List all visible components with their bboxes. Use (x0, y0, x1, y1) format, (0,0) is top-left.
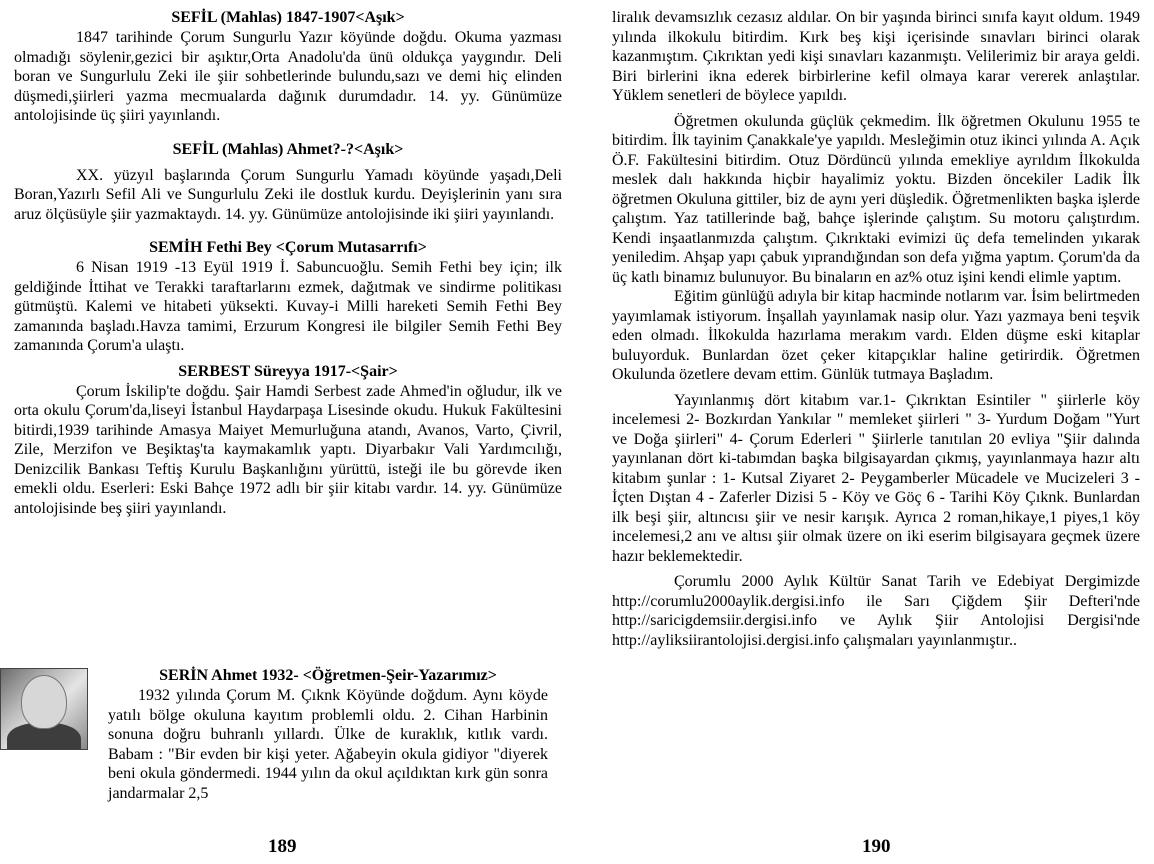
entry-title: SEFİL (Mahlas) 1847-1907<Aşık> (171, 9, 405, 26)
entry-sefil-ahmet (14, 140, 562, 225)
entry-title: SEFİL (Mahlas) Ahmet?-?<Aşık> (172, 140, 404, 158)
entry-title: SERBEST Süreyya 1917-<Şair> (178, 362, 398, 380)
portrait-photo (0, 668, 88, 750)
page-number-left: 189 (268, 836, 297, 857)
paragraph-continuation: liralık devamsızlık cezasız aldılar. On bir yaşında birinci sınıfa kayıt oldum. 1949 yılında ilkokulu bitirdim. Kırk beş kişi içerisinde sınavları birinci olarak kazanmıştım. Çıkrıktan yedi kişi sınavları kazanmıştı. Velilerimiz bir araya geldi. Biri birlerini ikna ederek birbirlerine kefil olmaya karar vererek anlaştılar. Yüklem senetleri de böylece yapıldı. (612, 9, 1140, 104)
entry-text: 1847 tarihinde Çorum Sungurlu Yazır köyünde doğdu. Okuma yazması olmadığı söylenir,gezici bir aşıktır,Orta Anadolu'da ünü oldukça yaygındır. Deli boran ve Sungurlulu Zeki ile şiir sohbetlerinde bulundu,sazı ve demi hiç elinden düşmedi,şiirleri yazma mecmualarda dağınık durumdadır. 14. yy. Günümüze antolojisinde üç şiiri yayınlandı. (14, 29, 562, 124)
entry-text: 6 Nisan 1919 -13 Eyül 1919 İ. Sabuncuoğlu. Semih Fethi bey için; ilk geldiğinde İttihat ve Terakki taraftarlarını ezmek, dağıtmak ve sindirme politikası gütmüştü. Kalemi ve hitabeti yüksekti. Kuvay-i Milli hareketi Semih Fethi Bey zamanında başladı.Havza tamimi, Erzurum Kongresi ile bilgiler Semih Fethi Bey zamanında Çorum'a ulaştı. (14, 259, 562, 354)
entry-serbest-sureyya (14, 362, 562, 519)
paragraph: Çorumlu 2000 Aylık Kültür Sanat Tarih ve Edebiyat Dergimizde http://corumlu2000aylik.dergisi.info ile Sarı Çiğdem Şiir Defteri'nde http://saricigdemsiir.dergisi.info ve Aylık Şiir Antolojisi Dergisi'nde http://ayliksiirantolojisi.dergisi.info çalışmaları yayınlanmıştır.. (612, 573, 1140, 649)
paragraph: Öğretmen okulunda güçlük çekmedim. İlk öğretmen Okulunu 1955 te bitirdim. İlk tayinim Çanakkale'ye yapıldı. Mesleğimin otuz ikinci yılında A. Açık Ö.F. Fakültesini bitirdim. Otuz Dördüncü yılında emekliye ayrıldım İlkokulda meslek dalı hakkında hiçbir hayalimiz yoktu. Bizden öncekiler Ladik İlk öğretmen Okuluna gittiler, biz de aynı yeri düşledik. Öğretmenlikten başka işlerde çalıştım. Yaz tatillerinde bağ, bahçe işlerinde çalıştım. Su motoru çalıştırdım. Kendi inşaatlanmızda çalıştım. Çıkrıktaki evimizi üç defa temelinden yıkarak yeniledim. Ahşap yapı çabuk yıprandığından son defa yığma yaptım. Çorum'da da üç katlı binamız bulunuyor. Bu binaların en az% otuz işini kendi elimle yaptım. (612, 112, 1140, 286)
entry-semih-fethi (14, 238, 562, 356)
entry-text: 1932 yılında Çorum M. Çıknk Köyünde doğdum. Aynı köyde yatılı bölge okuluna kayıtım problemli oldu. 2. Cihan Harbinin sonuna doğru buhranlı yıllardı. Ülke de kuraklık, kıtlık vardı. Babam : "Bir evden bir kişi yeter. Ağabeyin okula gidiyor "diyerek beni okula göndermedi. 1944 yılın da okul açıldıktan kırk gün sonra jandarmalar 2,5 (108, 687, 548, 802)
page-number-right: 190 (862, 836, 891, 857)
portrait-head (21, 675, 67, 729)
entry-text: Çorum İskilip'te doğdu. Şair Hamdi Serbest zade Ahmed'in oğludur, ilk ve orta okulu Çorum'da,liseyi İstanbul Haydarpaşa Lisesinde okudu. Hukuk Fakültesini bitirdi,1939 tarihinde Amasya Maiyet Memurluğuna atandı, Avanos, Varto, Çivril, Zile, Merzifon ve Beşiktaş'ta kaymakamlık yaptı. Diyarbakır Vali Yardımcılığı, Denizcilik Bankası Teftiş Kurulu Başkanlığını yürüttü, isteği ile bu görevde iken emekli oldu. Eserleri: Eski Bahçe 1972 adlı bir şiir kitabı vardır. 14. yy. Günümüze antolojisinde beş şiiri yayınlandı. (14, 382, 562, 517)
entry-title: SEMİH Fethi Bey <Çorum Mutasarrıfı> (149, 239, 427, 256)
paragraph: Yayınlanmış dört kitabım var.1- Çıkrıktan Esintiler " şiirlerle köy incelemesi 2- Bozkırdan Yankılar " memleket şiirleri " 3- Yurdum Doğam "Yurt ve Doğa şiirleri" 4- Çorum Ederleri " Şiirlerle tanıtılan 20 evliya "Şiir dalında yayınlanan dört ki-tabımdan başka bilgisayardan çıkmış, yayınlanmaya hazır altı kitabım şunlar : 1- Kutsal Ziyaret 2- Peygamberler Mücadele ve Mucizeleri 3 - İçten Dıştan 4 - Zaferler Dizisi 5 - Köy ve Göç 6 - Tarihi Köy Çıknk. Bunlardan ilk beşi şiir, altıncısı şiir ve nesir karışık. Ayrıca 2 roman,hikaye,1 piyes,1 köy incelemesi,2 anı ve altısı şiir olmak üzere on iki eserim bilgisayara geçmek üzere hazır beklemektedir. (612, 391, 1140, 565)
entry-title: SERİN Ahmet 1932- <Öğretmen-Şeir-Yazarımız> (159, 667, 497, 684)
entry-sefil-1847 (14, 8, 562, 126)
entry-serin-ahmet (108, 666, 548, 803)
right-page (612, 8, 1140, 828)
entry-text: XX. yüzyıl başlarında Çorum Sungurlu Yamadı köyünde yaşadı,Deli Boran,Yazırlı Sefil Ali ve Sungurlulu Zeki ile dostluk kurdu. Deyişlerinin yanı sıra aruz ölçüsüyle şiir yazmaktaydı. 14. yy. Günümüze antolojisinde iki şiiri yayınlandı. (14, 166, 562, 223)
paragraph: Eğitim günlüğü adıyla bir kitap hacminde notlarım var. İsim belirtmeden yayımlamak istiyorum. İnşallah yayınlamak nasip olur. Yazı yazmaya beni teşvik eden olmadı. İlkokulda hazırlama merakım vardı. Elden düşme eski kitaplar buluyorduk. Bunlardan özet çeker kitapçıklar haline getirirdik. Öğretmen Okulunda özetlere devam ettim. Günlük tutmaya Başladım. (612, 288, 1140, 383)
